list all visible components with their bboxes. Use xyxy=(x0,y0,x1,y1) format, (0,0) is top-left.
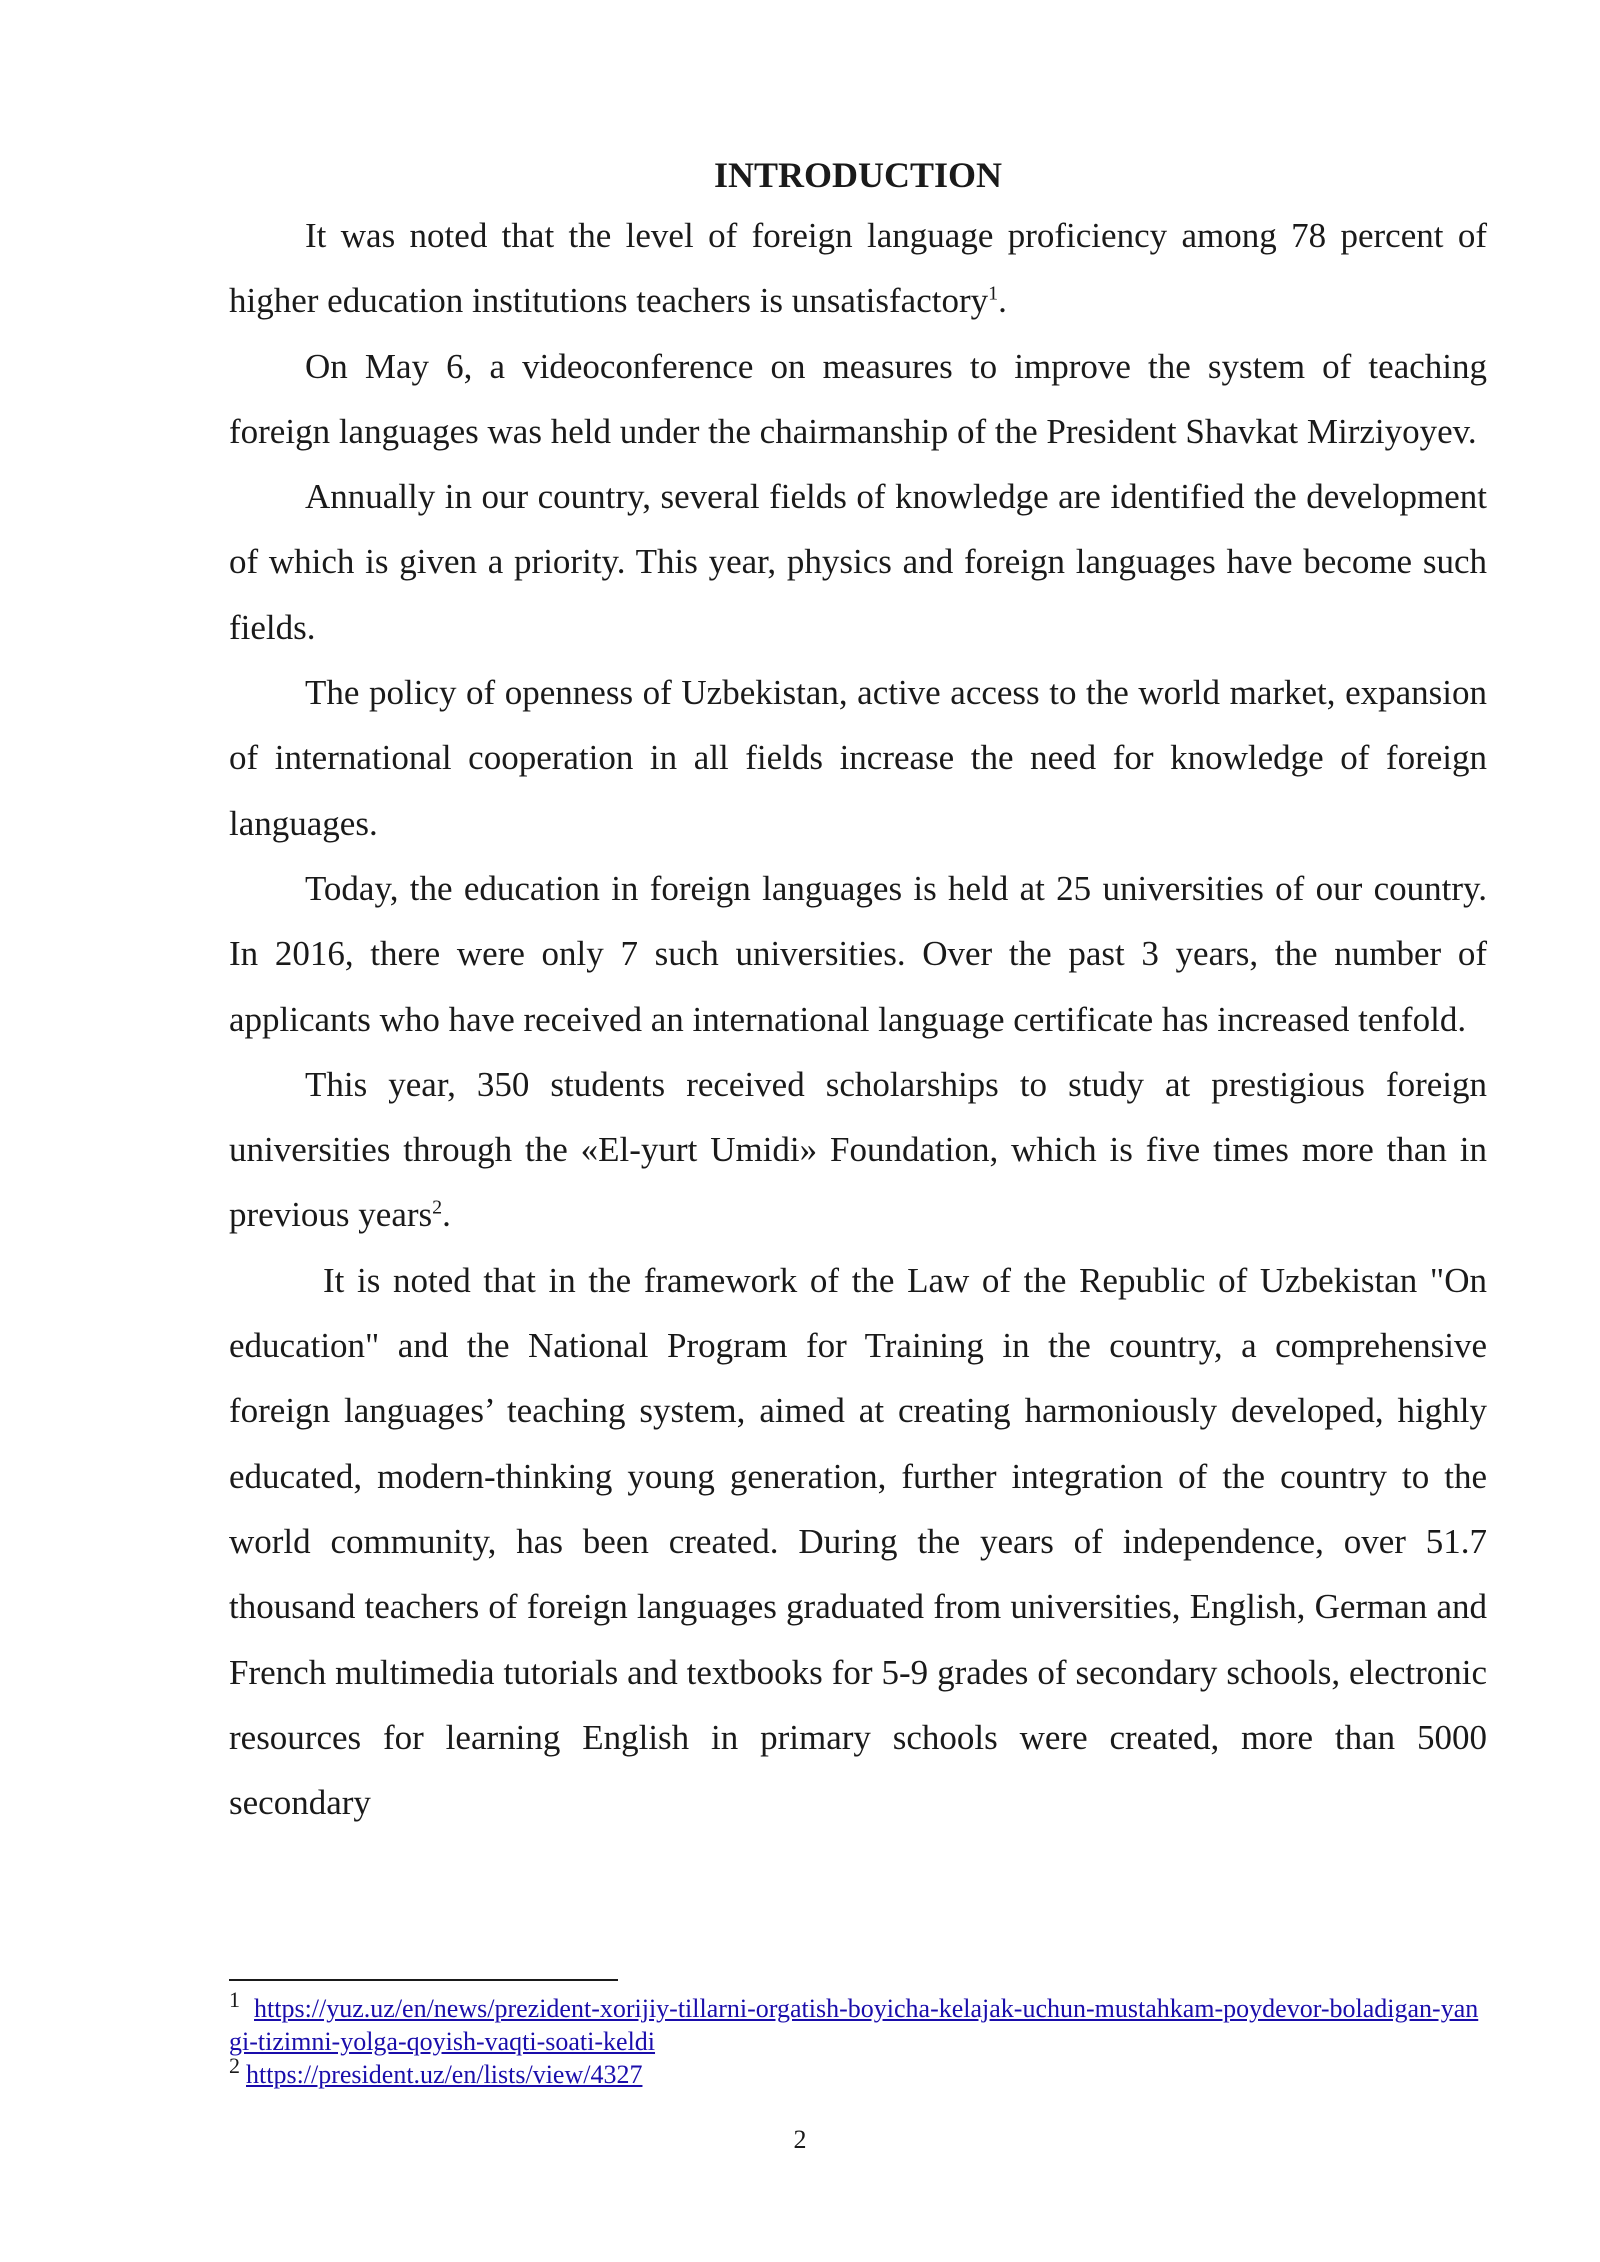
footnote-2 xyxy=(229,2053,1491,2091)
page-title: INTRODUCTION xyxy=(713,155,1003,195)
paragraph-7 xyxy=(229,1248,1487,1836)
footnote-link-1[interactable]: https://yuz.uz/en/news/prezident-xorijiy-tillarni-orgatish-boyicha-kelajak-uchun-mustahkam-poydevor-boladigan-yangi-tizimni-yolga-qoyish-vaqti-soati-keldi xyxy=(229,1994,1479,2056)
footnote-mark-1: 1 xyxy=(229,1987,240,2013)
footnote-ref-1[interactable]: 1 xyxy=(988,282,999,305)
footnote-link-2[interactable]: https://president.uz/en/lists/view/4327 xyxy=(246,2060,643,2089)
paragraph-text: Annually in our country, several fields of knowledge are identified the development of which is given a priority. This year, physics and foreign languages have become such fields. xyxy=(229,477,1487,647)
paragraph-4 xyxy=(229,660,1487,856)
paragraph-5 xyxy=(229,856,1487,1052)
paragraph-6 xyxy=(229,1052,1487,1248)
paragraph-text: It is noted that in the framework of the Law of the Republic of Uzbekistan "On education" and the National Program for Training in the country, a comprehensive foreign languages’ teaching system, aimed at creating harmoniously developed, highly educated, modern-thinking young generation, further integration of the country to the world community, has been created. During the years of independence, over 51.7 thousand teachers of foreign languages graduated from universities, English, German and French multimedia tutorials and textbooks for 5-9 grades of secondary schools, electronic resources for learning English in primary schools were created, more than 5000 secondary xyxy=(229,1260,1487,1823)
paragraph-text: Today, the education in foreign languages is held at 25 universities of our country. In 2016, there were only 7 such universities. Over the past 3 years, the number of applicants who have received an international language certificate has increased tenfold. xyxy=(229,868,1487,1039)
paragraph-text: On May 6, a videoconference on measures to improve the system of teaching foreign languages was held under the chairmanship of the President Shavkat Mirziyoyev. xyxy=(229,346,1487,451)
paragraph-text: This year, 350 students received scholarships to study at prestigious foreign universities through the «El-yurt Umidi» Foundation, which is five times more than in previous years xyxy=(229,1064,1487,1235)
footnote-ref-2[interactable]: 2 xyxy=(432,1196,443,1219)
paragraph-3 xyxy=(229,464,1487,660)
page-number: 2 xyxy=(793,2125,807,2154)
footnote-1 xyxy=(229,1987,1491,2058)
page-body xyxy=(229,147,1487,1835)
footnote-mark-2: 2 xyxy=(229,2053,240,2079)
paragraph-tail: . xyxy=(442,1195,451,1235)
paragraph-2 xyxy=(229,334,1487,465)
paragraph-tail: . xyxy=(998,281,1007,321)
paragraph-text: It was noted that the level of foreign language proficiency among 78 percent of higher education institutions teachers is unsatisfactory xyxy=(229,216,1487,321)
paragraph-text: The policy of openness of Uzbekistan, active access to the world market, expansion of international cooperation in all fields increase the need for knowledge of foreign languages. xyxy=(229,673,1487,843)
footnote-separator xyxy=(229,1979,618,1981)
footnotes xyxy=(229,1987,1491,2091)
paragraph-1 xyxy=(229,203,1487,334)
